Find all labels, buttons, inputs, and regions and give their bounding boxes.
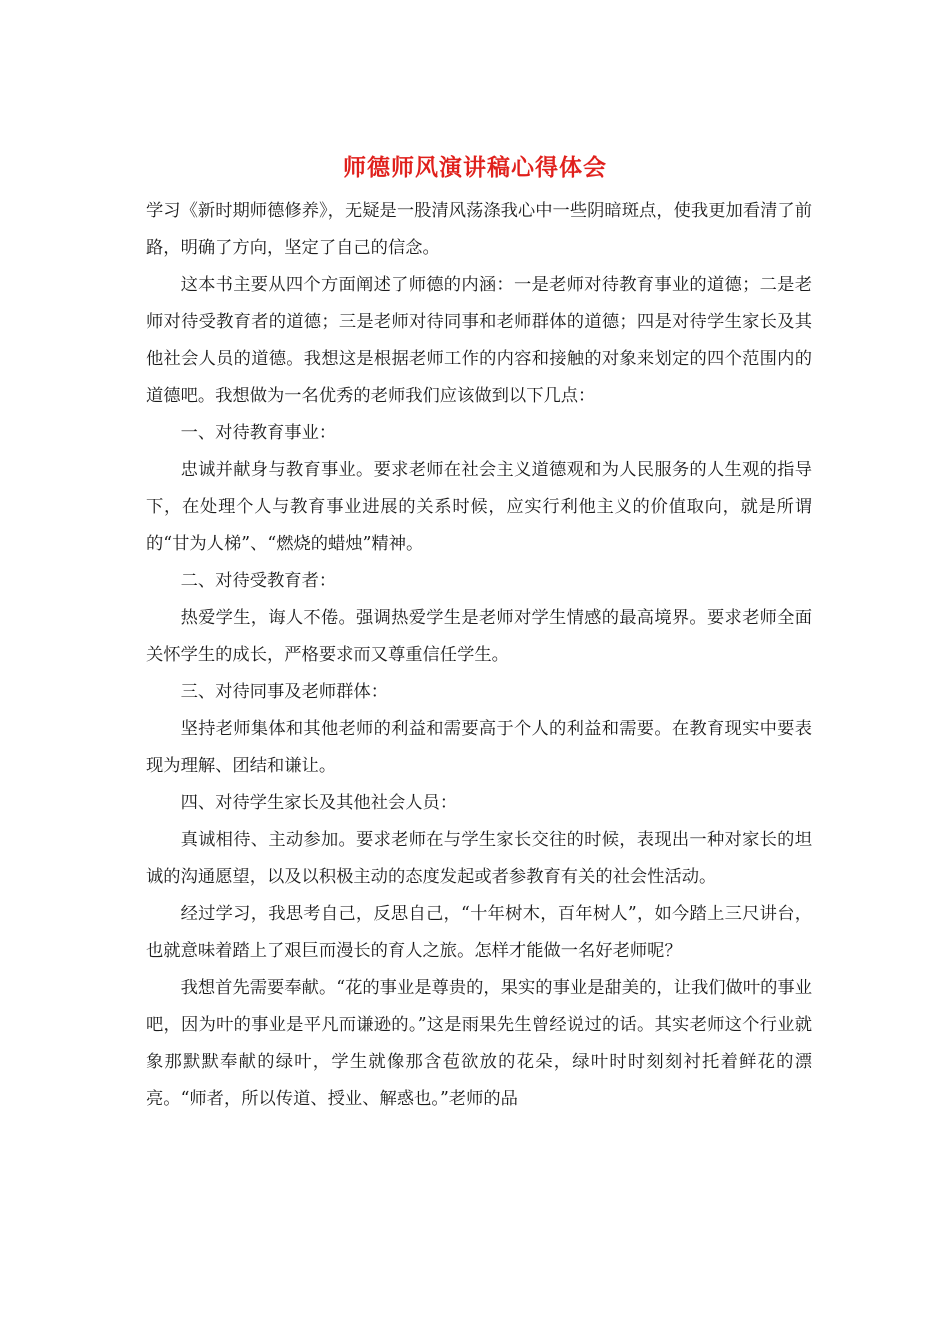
document-body [146, 193, 812, 1118]
document-title: 师德师风演讲稿心得体会 [343, 154, 607, 181]
section-heading-1: 一、对待教育事业： [180, 423, 337, 443]
paragraph-dedication: 我想首先需要奉献。“花的事业是尊贵的，果实的事业是甜美的，让我们做叶的事业吧，因为叶的事业是平凡而谦逊的。”这是雨果先生曾经说过的话。其实老师这个行业就象那默默奉献的绿叶，学生就像那含苞欲放的花朵，绿叶时时刻刻衬托着鲜花的漂亮。“师者，所以传道、授业、解惑也。”老师的品 [146, 978, 812, 1109]
paragraph-section-1: 忠诚并献身与教育事业。要求老师在社会主义道德观和为人民服务的人生观的指导下，在处理个人与教育事业进展的关系时候，应实行利他主义的价值取向，就是所谓的“甘为人梯”、“燃烧的蜡烛”精神。 [146, 460, 812, 554]
section-heading-3: 三、对待同事及老师群体： [180, 682, 388, 702]
paragraph-intro: 学习《新时期师德修养》，无疑是一股清风荡涤我心中一些阴暗斑点，使我更加看清了前路，明确了方向，坚定了自己的信念。 [146, 201, 812, 258]
paragraph-reflection: 经过学习，我思考自己，反思自己，“十年树木，百年树人”，如今踏上三尺讲台，也就意味着踏上了艰巨而漫长的育人之旅。怎样才能做一名好老师呢？ [146, 904, 812, 961]
paragraph-section-3: 坚持老师集体和其他老师的利益和需要高于个人的利益和需要。在教育现实中要表现为理解、团结和谦让。 [146, 719, 812, 776]
section-heading-2: 二、对待受教育者： [180, 571, 337, 591]
paragraph-section-4: 真诚相待、主动参加。要求老师在与学生家长交往的时候，表现出一种对家长的坦诚的沟通愿望，以及以积极主动的态度发起或者参教育有关的社会性活动。 [146, 830, 812, 887]
section-heading-4: 四、对待学生家长及其他社会人员： [180, 793, 458, 813]
paragraph-section-2: 热爱学生，诲人不倦。强调热爱学生是老师对学生情感的最高境界。要求老师全面关怀学生的成长，严格要求而又尊重信任学生。 [146, 608, 812, 665]
paragraph-overview: 这本书主要从四个方面阐述了师德的内涵：一是老师对待教育事业的道德；二是老师对待受教育者的道德；三是老师对待同事和老师群体的道德；四是对待学生家长及其他社会人员的道德。我想这是根据老师工作的内容和接触的对象来划定的四个范围内的道德吧。我想做为一名优秀的老师我们应该做到以下几点： [146, 275, 812, 406]
